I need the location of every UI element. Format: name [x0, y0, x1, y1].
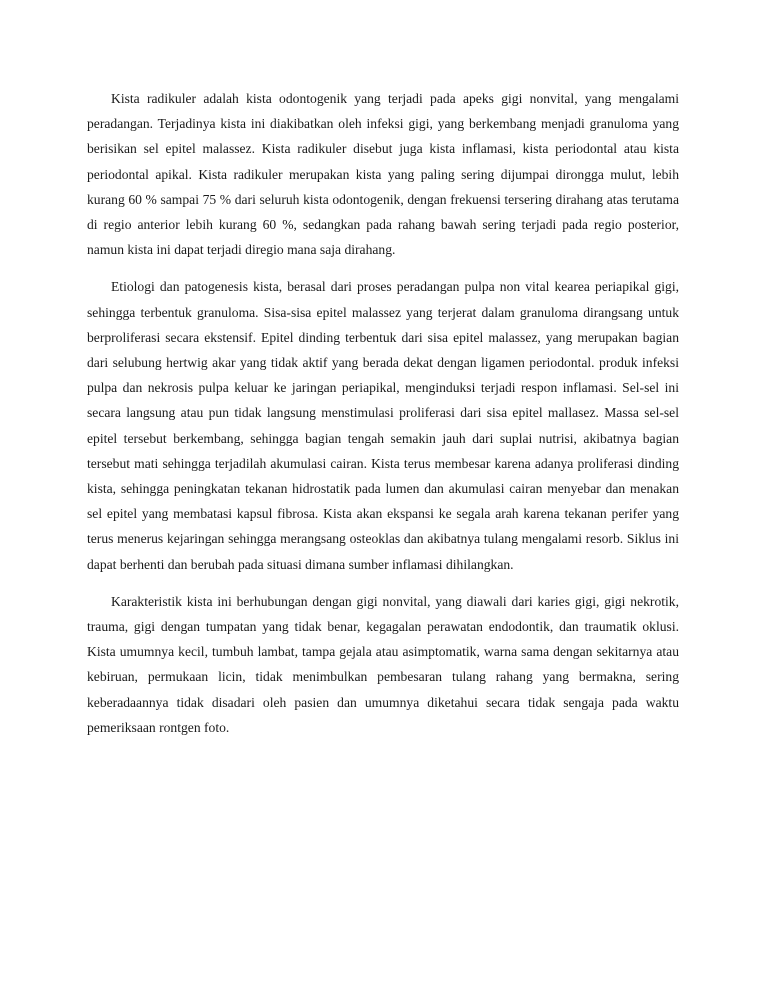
paragraph-etiology: Etiologi dan patogenesis kista, berasal dari proses peradangan pulpa non vital kearea periapikal gigi, sehingga terbentuk granuloma. Sisa-sisa epitel malassez yang terjerat dalam granuloma dirangsang untuk berproliferasi secara ekstensif. Epitel dinding terbentuk dari sisa epitel malassez, yang merupakan bagian dari selubung hertwig akar yang tidak aktif yang berada dekat dengan ligamen periodontal. produk infeksi pulpa dan nekrosis pulpa keluar ke jaringan periapikal, menginduksi terjadi respon inflamasi. Sel-sel ini secara langsung atau pun tidak langsung menstimulasi proliferasi dari sisa epitel mallasez. Massa sel-sel epitel tersebut berkembang, sehingga bagian tengah semakin jauh dari suplai nutrisi, akibatnya bagian tersebut mati sehingga terjadilah akumulasi cairan. Kista terus membesar karena adanya proliferasi dinding kista, sehingga peningkatan tekanan hidrostatik pada lumen dan akumulasi cairan menyebar dan menakan sel epitel yang membatasi kapsul fibrosa. Kista akan ekspansi ke segala arah karena tekanan perifer yang terus menerus kejaringan sehingga merangsang osteoklas dan akibatnya tulang mengalami resorb. Siklus ini dapat berhenti dan berubah pada situasi dimana sumber inflamasi dihilangkan. [87, 279, 679, 572]
document-body [87, 86, 679, 740]
paragraph-definition: Kista radikuler adalah kista odontogenik yang terjadi pada apeks gigi nonvital, yang mengalami peradangan. Terjadinya kista ini diakibatkan oleh infeksi gigi, yang berkembang menjadi granuloma yang berisikan sel epitel malassez. Kista radikuler disebut juga kista inflamasi, kista periodontal atau kista periodontal apikal. Kista radikuler merupakan kista yang paling sering dijumpai dirongga mulut, lebih kurang 60 % sampai 75 % dari seluruh kista odontogenik, dengan frekuensi tersering dirahang atas terutama di regio anterior lebih kurang 60 %, sedangkan pada rahang bawah sering terjadi pada regio posterior, namun kista ini dapat terjadi diregio mana saja dirahang. [87, 91, 679, 258]
paragraph-characteristics: Karakteristik kista ini berhubungan dengan gigi nonvital, yang diawali dari karies gigi, gigi nekrotik, trauma, gigi dengan tumpatan yang tidak benar, kegagalan perawatan endodontik, dan traumatik oklusi. Kista umumnya kecil, tumbuh lambat, tampa gejala atau asimptomatik, warna sama dengan sekitarnya atau kebiruan, permukaan licin, tidak menimbulkan pembesaran tulang rahang yang bermakna, sering keberadaannya tidak disadari oleh pasien dan umumnya diketahui secara tidak sengaja pada waktu pemeriksaan rontgen foto. [87, 593, 679, 735]
